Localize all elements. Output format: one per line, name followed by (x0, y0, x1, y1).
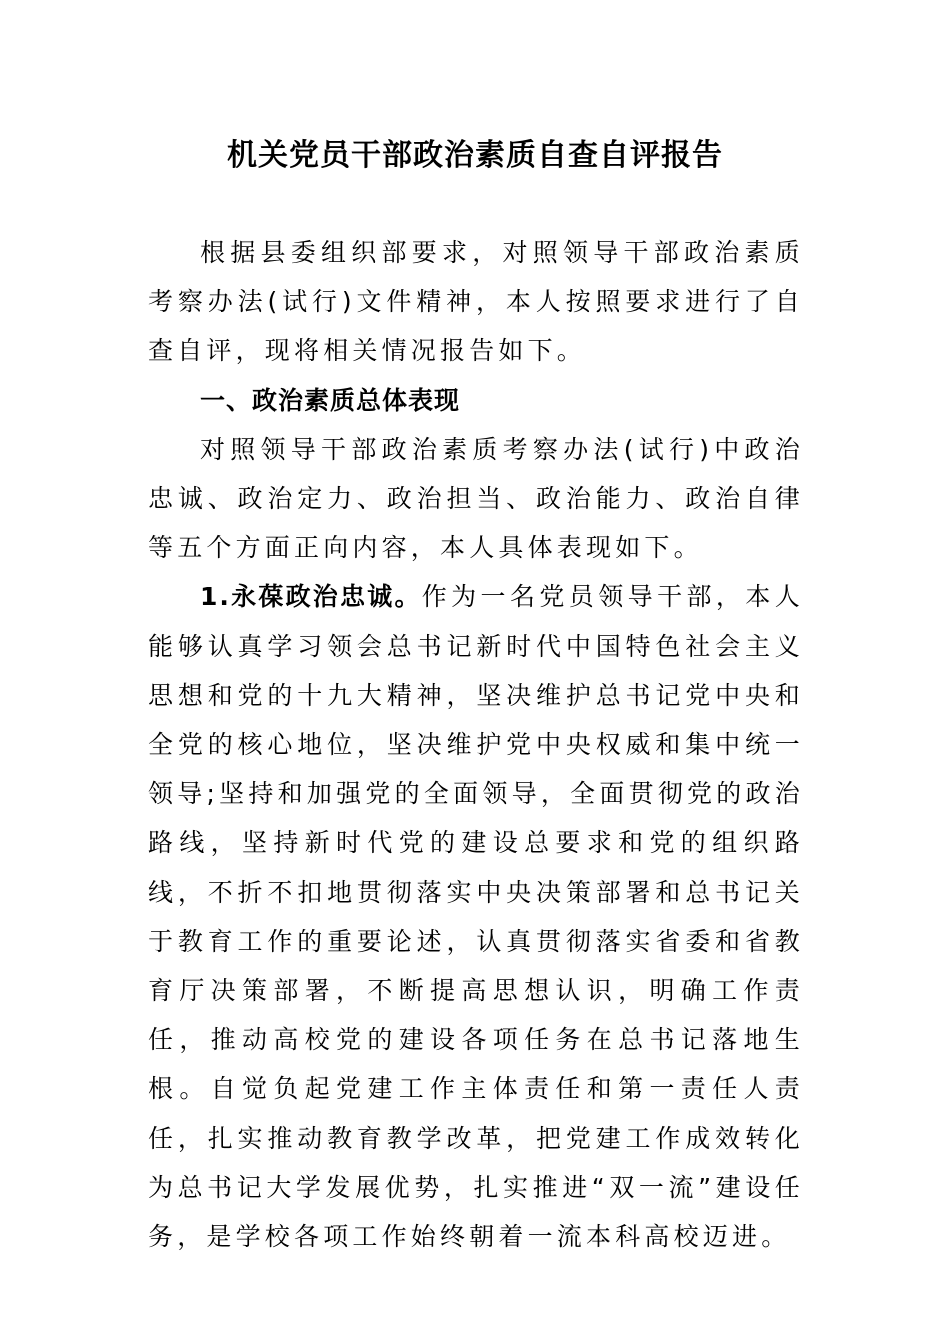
item-body: 作为一名党员领导干部，本人能够认真学习领会总书记新时代中国特色社会主义思想和党的十九大精神，坚决维护总书记党中央和全党的核心地位，坚决维护党中央权威和集中统一领导;坚持和加强党的全面领导，全面贯彻党的政治路线，坚持新时代党的建设总要求和党的组织路线，不折不扣地贯彻落实中央决策部署和总书记关于教育工作的重要论述，认真贯彻落实省委和省教育厅决策部署，不断提高思想认识，明确工作责任，推动高校党的建设各项任务在总书记落地生根。自觉负起党建工作主体责任和第一责任人责任，扎实推动教育教学改革，把党建工作成效转化为总书记大学发展优势，扎实推进“双一流”建设任务，是学校各项工作始终朝着一流本科高校迈进。 (148, 582, 804, 1252)
item-lead: 1.永葆政治忠诚。 (200, 582, 422, 612)
section-heading: 一、政治素质总体表现 (200, 385, 461, 415)
item-paragraph (148, 572, 804, 1261)
section-intro-paragraph: 对照领导干部政治素质考察办法(试行)中政治忠诚、政治定力、政治担当、政治能力、政治自律等五个方面正向内容，本人具体表现如下。 (148, 434, 804, 563)
document-body (148, 228, 804, 1261)
intro-paragraph: 根据县委组织部要求，对照领导干部政治素质考察办法(试行)文件精神，本人按照要求进行了自查自评，现将相关情况报告如下。 (148, 238, 804, 366)
document-title: 机关党员干部政治素质自查自评报告 (227, 138, 723, 173)
